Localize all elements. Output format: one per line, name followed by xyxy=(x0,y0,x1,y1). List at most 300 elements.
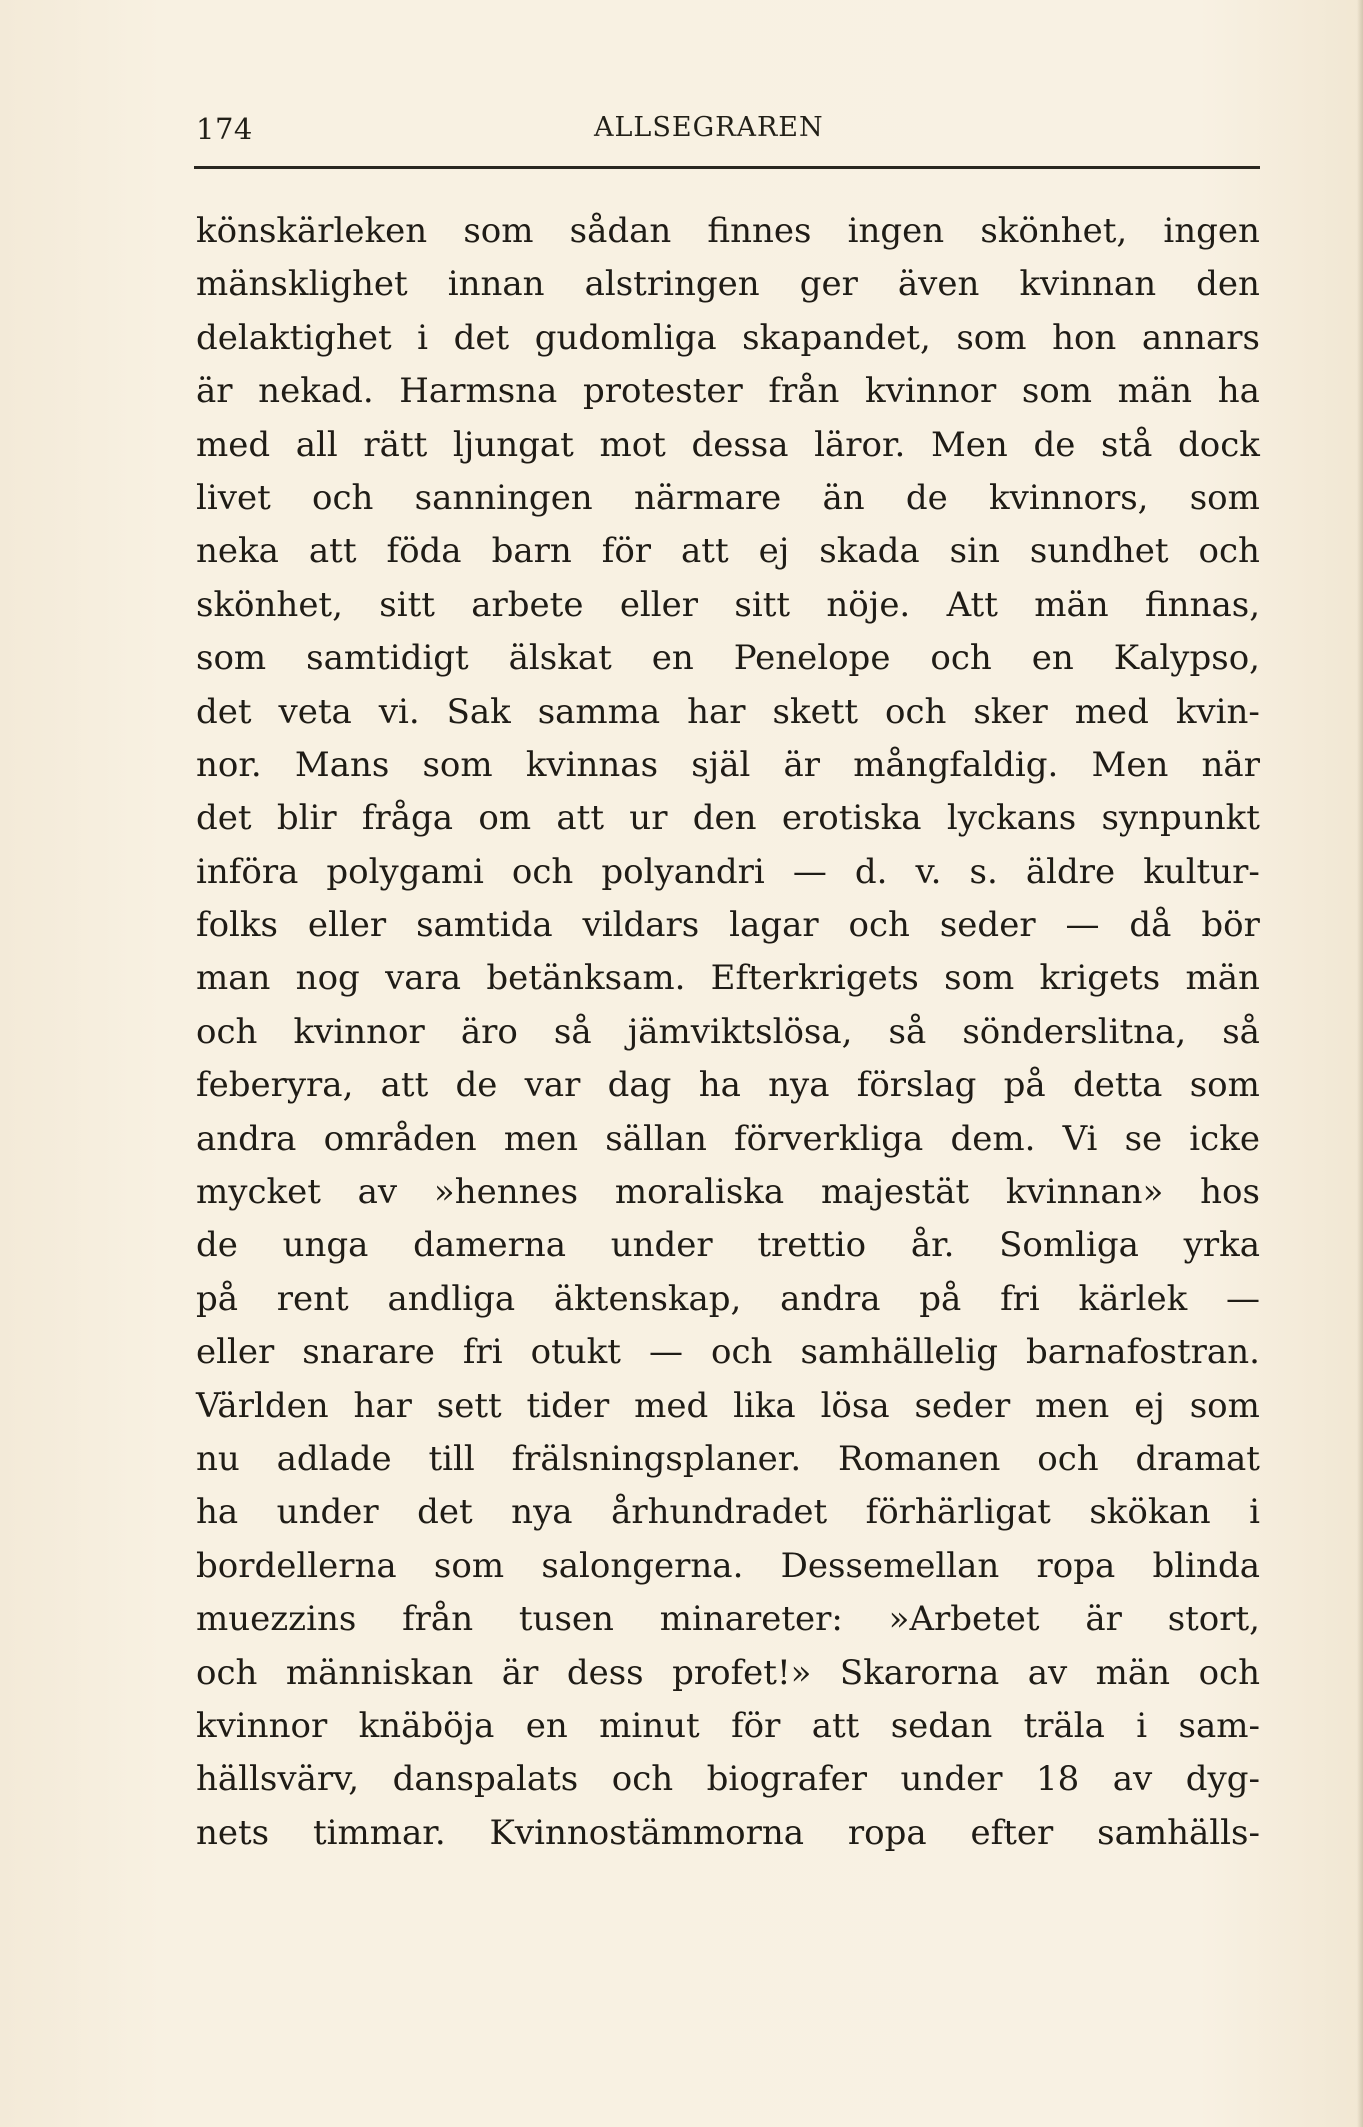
word: kvinnan xyxy=(1019,264,1157,305)
word: förhärligat xyxy=(865,1492,1051,1533)
word: män xyxy=(1185,958,1260,999)
word: tider xyxy=(526,1385,610,1426)
word: nog xyxy=(295,958,360,999)
word: muezzins xyxy=(196,1599,357,1640)
word: det xyxy=(196,691,252,732)
word: timmar. xyxy=(313,1812,446,1853)
word: samhällelig xyxy=(800,1332,998,1373)
text-line xyxy=(196,792,1260,845)
word: Somliga xyxy=(999,1225,1139,1266)
body-text xyxy=(196,205,1260,1860)
word: lösa xyxy=(820,1385,890,1426)
word: dock xyxy=(1177,424,1260,465)
word: som xyxy=(1189,1065,1260,1106)
word: med xyxy=(196,424,271,465)
word: arbete xyxy=(471,584,584,625)
word: damerna xyxy=(413,1225,566,1266)
word: med xyxy=(634,1385,709,1426)
word: yrka xyxy=(1183,1225,1260,1266)
text-line xyxy=(196,365,1260,418)
word: mycket xyxy=(196,1172,321,1213)
word: dem. xyxy=(950,1118,1036,1159)
word: som xyxy=(196,638,267,679)
word: den xyxy=(692,798,757,839)
word: stort, xyxy=(1167,1599,1260,1640)
word: dessa xyxy=(691,424,789,465)
word: ej xyxy=(758,531,790,572)
word: århundradet xyxy=(611,1492,828,1533)
word: unga xyxy=(282,1225,369,1266)
word: skada xyxy=(819,531,920,572)
word: skett xyxy=(772,691,859,732)
word: är xyxy=(196,371,233,412)
word: folks xyxy=(196,905,278,946)
word: bör xyxy=(1201,905,1260,946)
word: finnas, xyxy=(1145,584,1260,625)
word: dyg- xyxy=(1185,1759,1260,1800)
word: ljungat xyxy=(452,424,574,465)
word: — xyxy=(792,851,827,892)
word: all xyxy=(295,424,338,465)
word: män xyxy=(1034,584,1109,625)
word: nekad. xyxy=(258,371,374,412)
word: hon xyxy=(1052,317,1117,358)
word: och xyxy=(511,851,574,892)
word: som xyxy=(463,211,534,251)
word: än xyxy=(822,477,865,518)
word: sett xyxy=(436,1385,502,1426)
word: majestät xyxy=(820,1172,970,1213)
word: de xyxy=(455,1065,498,1106)
word: och xyxy=(1198,531,1260,572)
word: »Arbetet xyxy=(888,1599,1040,1640)
word: vi. xyxy=(378,691,420,732)
word: krigets xyxy=(1039,958,1161,999)
word: så xyxy=(553,1011,592,1052)
word: och xyxy=(196,1652,258,1693)
word: det xyxy=(196,798,252,839)
word: salongerna. xyxy=(541,1545,744,1586)
word: även xyxy=(897,264,980,305)
word: med xyxy=(1074,691,1149,732)
text-line xyxy=(196,1593,1260,1646)
word: när xyxy=(1201,744,1260,785)
word: eller xyxy=(619,584,699,625)
word: snarare xyxy=(302,1332,435,1373)
word: och xyxy=(1037,1438,1099,1479)
word: mänsklighet xyxy=(196,264,408,305)
text-line xyxy=(196,1219,1260,1272)
text-line xyxy=(196,1807,1260,1860)
word: synpunkt xyxy=(1101,798,1260,839)
text-line xyxy=(196,1006,1260,1059)
word: andliga xyxy=(387,1278,516,1319)
text-line xyxy=(196,1059,1260,1112)
word: för xyxy=(601,531,652,572)
word: »hennes xyxy=(433,1172,579,1213)
word: till xyxy=(428,1438,475,1479)
word: och xyxy=(930,638,992,679)
word: nor. xyxy=(196,744,262,785)
word: profet!» xyxy=(672,1652,812,1693)
word: knäböja xyxy=(358,1705,495,1746)
word: en xyxy=(651,638,694,679)
word: sedan xyxy=(890,1705,993,1746)
word: var xyxy=(524,1065,581,1106)
word: lagar xyxy=(729,905,819,946)
word: på xyxy=(1003,1065,1046,1106)
word: män xyxy=(1117,371,1193,412)
word: — xyxy=(1065,905,1100,946)
header-rule xyxy=(194,166,1260,169)
word: äktenskap, xyxy=(553,1278,742,1319)
text-line xyxy=(196,1647,1260,1700)
word: är xyxy=(783,744,821,785)
word: nu xyxy=(196,1438,240,1479)
word: ropa xyxy=(847,1812,927,1853)
word: nya xyxy=(768,1065,830,1106)
word: livet xyxy=(196,477,271,518)
word: de xyxy=(1033,424,1076,465)
word: kärlek xyxy=(1078,1278,1188,1319)
word: och xyxy=(196,1011,258,1052)
word: den xyxy=(1196,264,1260,305)
word: skapandet, xyxy=(742,317,931,358)
word: de xyxy=(905,477,948,518)
text-line xyxy=(196,1753,1260,1806)
word: föda xyxy=(386,531,462,572)
word: fri xyxy=(1000,1278,1040,1319)
word: som xyxy=(1189,1385,1260,1426)
word: då xyxy=(1129,905,1172,946)
text-line xyxy=(196,419,1260,472)
word: områden xyxy=(323,1118,477,1159)
word: fri xyxy=(462,1332,503,1373)
word: blir xyxy=(276,798,337,839)
word: sam- xyxy=(1178,1705,1260,1746)
word: om xyxy=(478,798,532,839)
word: lika xyxy=(733,1385,796,1426)
word: erotiska xyxy=(781,798,922,839)
word: kvinnan» xyxy=(1005,1172,1164,1213)
word: kultur- xyxy=(1143,851,1260,892)
text-line xyxy=(196,1326,1260,1379)
word: feberyra, xyxy=(196,1065,354,1106)
word: av xyxy=(1027,1652,1068,1693)
word: Vi xyxy=(1062,1118,1098,1159)
word: protester xyxy=(582,371,743,412)
text-line xyxy=(196,1700,1260,1753)
word: samtida xyxy=(416,905,553,946)
word: Efterkrigets xyxy=(710,958,919,999)
word: nöje. xyxy=(826,584,911,625)
word: skönhet, xyxy=(196,584,343,625)
word: nya xyxy=(511,1492,573,1533)
word: kvinnor xyxy=(865,371,997,412)
page-number: 174 xyxy=(196,112,253,146)
word: läror. xyxy=(814,424,906,465)
text-line xyxy=(196,899,1260,952)
word: trettio xyxy=(757,1225,867,1266)
word: ha xyxy=(698,1065,741,1106)
word: efter xyxy=(970,1812,1054,1853)
word: i xyxy=(1249,1492,1260,1533)
word: Mans xyxy=(294,744,390,785)
text-line xyxy=(196,205,1260,258)
word: eller xyxy=(196,1332,275,1373)
word: jämviktslösa, xyxy=(627,1011,853,1052)
word: polygami xyxy=(326,851,484,892)
word: gudomliga xyxy=(534,317,717,358)
word: annars xyxy=(1141,317,1260,358)
word: se xyxy=(1124,1118,1163,1159)
word: andra xyxy=(780,1278,881,1319)
word: i xyxy=(417,317,429,358)
word: — xyxy=(648,1332,683,1373)
word: för xyxy=(731,1705,781,1746)
word: kvinnas xyxy=(525,744,659,785)
page-header xyxy=(196,112,1258,162)
word: sällan xyxy=(605,1118,707,1159)
word: män xyxy=(1095,1652,1171,1693)
word: skönhet, xyxy=(980,211,1128,251)
running-title: ALLSEGRAREN xyxy=(594,112,824,143)
text-line xyxy=(196,1540,1260,1593)
word: sundhet xyxy=(1029,531,1169,572)
word: att xyxy=(811,1705,860,1746)
word: sitt xyxy=(734,584,791,625)
text-line xyxy=(196,632,1260,685)
word: mot xyxy=(599,424,666,465)
word: 18 xyxy=(1035,1759,1080,1800)
word: en xyxy=(525,1705,568,1746)
word: veta xyxy=(278,691,352,732)
word: Harmsna xyxy=(399,371,558,412)
word: rätt xyxy=(363,424,428,465)
word: att xyxy=(681,531,729,572)
word: seder xyxy=(914,1385,1011,1426)
text-line xyxy=(196,525,1260,578)
word: stå xyxy=(1100,424,1153,465)
word: mångfaldig. xyxy=(853,744,1059,785)
word: sitt xyxy=(379,584,435,625)
word: alstringen xyxy=(584,264,760,305)
word: förverkliga xyxy=(734,1118,924,1159)
word: under xyxy=(276,1492,379,1533)
word: har xyxy=(687,691,746,732)
word: danspalats xyxy=(392,1759,579,1800)
word: icke xyxy=(1189,1118,1260,1159)
word: sönderslitna, xyxy=(962,1011,1187,1052)
word: förslag xyxy=(856,1065,977,1106)
word: det xyxy=(453,317,510,358)
word: d. xyxy=(854,851,888,892)
word: adlade xyxy=(276,1438,392,1479)
word: delaktighet xyxy=(196,317,392,358)
word: betänksam. xyxy=(486,958,686,999)
word: kvinnors, xyxy=(989,477,1149,518)
word: det xyxy=(417,1492,473,1533)
word: barn xyxy=(491,531,572,572)
text-line xyxy=(196,312,1260,365)
word: och xyxy=(711,1332,773,1373)
word: dess xyxy=(566,1652,644,1693)
word: äldre xyxy=(1025,851,1116,892)
word: sker xyxy=(973,691,1048,732)
word: Penelope xyxy=(733,638,891,679)
text-line xyxy=(196,1433,1260,1486)
word: i xyxy=(1136,1705,1148,1746)
word: en xyxy=(1031,638,1074,679)
word: Kvinnostämmorna xyxy=(489,1812,805,1853)
word: minareter: xyxy=(659,1599,843,1640)
word: man xyxy=(196,958,271,999)
word: v. xyxy=(915,851,942,892)
word: som xyxy=(1021,371,1093,412)
word: människan xyxy=(285,1652,474,1693)
text-line xyxy=(196,1380,1260,1433)
word: som xyxy=(956,317,1027,358)
word: biografer xyxy=(706,1759,868,1800)
word: hällsvärv, xyxy=(196,1759,360,1800)
word: innan xyxy=(447,264,545,305)
word: nets xyxy=(196,1812,270,1853)
word: de xyxy=(196,1225,238,1266)
word: fråga xyxy=(361,798,454,839)
word: själ xyxy=(691,744,751,785)
word: rent xyxy=(276,1278,349,1319)
text-line xyxy=(196,739,1260,792)
word: och xyxy=(1198,1652,1260,1693)
word: barnafostran. xyxy=(1026,1332,1260,1373)
text-line xyxy=(196,1166,1260,1219)
word: som xyxy=(422,744,493,785)
word: från xyxy=(768,371,840,412)
word: kvin- xyxy=(1175,691,1260,732)
text-line xyxy=(196,846,1260,899)
word: samma xyxy=(537,691,661,732)
word: frälsningsplaner. xyxy=(511,1438,802,1479)
word: ha xyxy=(1217,371,1260,412)
word: ha xyxy=(196,1492,239,1533)
word: vara xyxy=(385,958,462,999)
word: detta xyxy=(1072,1065,1163,1106)
word: skökan xyxy=(1089,1492,1211,1533)
text-line xyxy=(196,579,1260,632)
word: moraliska xyxy=(614,1172,785,1213)
word: och xyxy=(611,1759,674,1800)
word: — xyxy=(1226,1278,1260,1319)
word: neka xyxy=(196,531,279,572)
word: och xyxy=(311,477,374,518)
word: av xyxy=(357,1172,398,1213)
word: som xyxy=(1189,477,1260,518)
word: s. xyxy=(969,851,998,892)
word: men xyxy=(503,1118,579,1159)
text-line xyxy=(196,472,1260,525)
word: samtidigt xyxy=(306,638,469,679)
text-line xyxy=(196,1486,1260,1539)
word: och xyxy=(848,905,910,946)
word: Skarorna xyxy=(839,1652,1000,1693)
word: sanningen xyxy=(414,477,593,518)
word: blinda xyxy=(1152,1545,1260,1586)
page-edge-shadow xyxy=(1357,0,1363,2127)
word: Romanen xyxy=(837,1438,1001,1479)
word: vildars xyxy=(582,905,700,946)
text-line xyxy=(196,258,1260,311)
text-line xyxy=(196,1273,1260,1326)
word: införa xyxy=(196,851,299,892)
word: Världen xyxy=(196,1385,329,1426)
word: dag xyxy=(607,1065,672,1106)
word: älskat xyxy=(508,638,612,679)
word: på xyxy=(919,1278,962,1319)
word: under xyxy=(610,1225,713,1266)
word: har xyxy=(353,1385,412,1426)
word: lyckans xyxy=(946,798,1077,839)
word: Men xyxy=(1091,744,1169,785)
word: ingen xyxy=(847,211,945,251)
word: kvinnor xyxy=(293,1011,425,1052)
word: Kalypso, xyxy=(1113,638,1260,679)
word: är xyxy=(1085,1599,1122,1640)
text-line xyxy=(196,686,1260,739)
word: sådan xyxy=(569,211,672,251)
word: Men xyxy=(930,424,1008,465)
word: Att xyxy=(946,584,998,625)
word: som xyxy=(433,1545,505,1586)
word: träla xyxy=(1023,1705,1105,1746)
text-line xyxy=(196,1113,1260,1166)
word: och xyxy=(884,691,947,732)
word: tusen xyxy=(518,1599,614,1640)
word: ur xyxy=(629,798,668,839)
word: otukt xyxy=(530,1332,621,1373)
word: av xyxy=(1112,1759,1153,1800)
word: sin xyxy=(949,531,1000,572)
word: hos xyxy=(1200,1172,1260,1213)
word: seder xyxy=(939,905,1036,946)
word: andra xyxy=(196,1118,297,1159)
word: att xyxy=(556,798,604,839)
word: som xyxy=(944,958,1015,999)
text-line xyxy=(196,952,1260,1005)
word: på xyxy=(196,1278,239,1319)
word: finnes xyxy=(707,211,812,251)
word: äro xyxy=(460,1011,518,1052)
word: Dessemellan xyxy=(780,1545,1000,1586)
word: polyandri xyxy=(601,851,765,892)
word: ger xyxy=(799,264,858,305)
word: att xyxy=(380,1065,429,1106)
word: under xyxy=(900,1759,1003,1800)
word: närmare xyxy=(633,477,782,518)
word: ingen xyxy=(1163,211,1260,251)
word: är xyxy=(501,1652,539,1693)
word: att xyxy=(308,531,357,572)
word: minut xyxy=(599,1705,700,1746)
word: könskärleken xyxy=(196,211,428,251)
word: bordellerna xyxy=(196,1545,397,1586)
word: eller xyxy=(307,905,387,946)
word: kvinnor xyxy=(196,1705,328,1746)
word: dramat xyxy=(1135,1438,1260,1479)
word: samhälls- xyxy=(1097,1812,1260,1853)
word: men xyxy=(1035,1385,1110,1426)
word: ropa xyxy=(1036,1545,1116,1586)
word: så xyxy=(888,1011,927,1052)
